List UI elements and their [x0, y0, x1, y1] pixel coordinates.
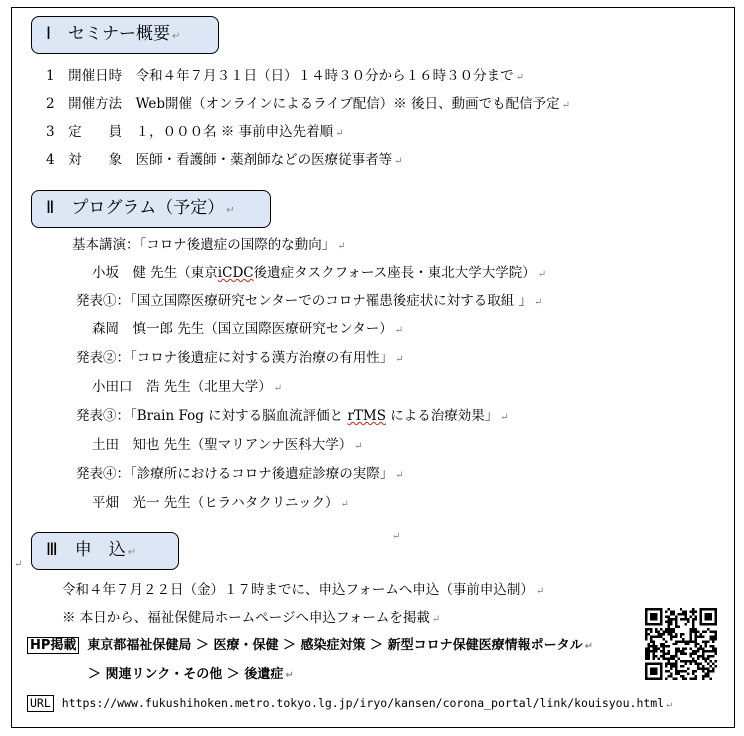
application-deadline: 令和４年７月２２日（金）１７時までに、申込フォームへ申込（事前申込制） ↵: [62, 582, 545, 598]
hp-path-line-1: HP掲載 東京都福祉保健局 ＞ 医療・保健 ＞ 感染症対策 ＞ 新型コロナ保健医療情報ポータル ↵: [27, 637, 593, 656]
application-note: ※ 本日から、福祉保健局ホームページへ申込フォームを掲載 ↵: [62, 610, 441, 626]
presentation-4-title: 発表④：「診療所におけるコロナ後遺症診療の実際」 ↵: [76, 466, 404, 482]
presentation-3-title: 発表③：「Brain Fog に対する脳血流評価と rTMS による治療効果」 ↵: [76, 408, 509, 424]
hp-label-box: HP掲載: [27, 637, 79, 654]
presentation-4-speaker: 平畑 光一 先生（ヒラハタクリニック） ↵: [92, 495, 349, 511]
overview-item-3: 3 定 員 １，０００名 ※ 事前申込先着順 ↵: [46, 124, 344, 140]
overview-item-4: 4 対 象 医師・看護師・薬剤師などの医療従事者等 ↵: [46, 152, 403, 168]
keynote-speaker: 小坂 健 先生（東京iCDC後遺症タスクフォース座長・東北大学大学院） ↵: [92, 265, 547, 281]
section-heading-application: Ⅲ 申 込 ↵: [31, 532, 179, 570]
empty-paragraph-mark: ↵: [392, 531, 401, 542]
section-heading-program: Ⅱ プログラム（予定） ↵: [31, 190, 271, 228]
presentation-3-speaker: 土田 知也 先生（聖マリアンナ医科大学） ↵: [92, 437, 363, 453]
overview-item-1: 1 開催日時 令和４年７月３１日（日）１４時３０分から１６時３０分まで ↵: [46, 68, 524, 84]
hp-path-line-2: ＞ 関連リンク・その他 ＞ 後遺症 ↵: [88, 667, 294, 682]
section-heading-overview: Ⅰ セミナー概要 ↵: [31, 16, 219, 54]
url-line: URL https://www.fukushihoken.metro.tokyo.lg.jp/iryo/kansen/corona_portal/link/kouisyou.html ↵: [27, 694, 672, 714]
empty-paragraph-mark-left: ↵: [14, 559, 23, 570]
presentation-1-speaker: 森岡 慎一郎 先生（国立国際医療研究センター） ↵: [92, 321, 404, 337]
overview-item-2: 2 開催方法 Web開催（オンラインによるライブ配信）※ 後日、動画でも配信予定 ↵: [46, 96, 570, 112]
presentation-1-title: 発表①：「国立国際医療研究センターでのコロナ罹患後症状に対する取組 」 ↵: [76, 293, 543, 309]
presentation-2-title: 発表②：「コロナ後遺症に対する漢方治療の有用性」 ↵: [76, 350, 404, 366]
url-link[interactable]: https://www.fukushihoken.metro.tokyo.lg.jp/iryo/kansen/corona_portal/link/kouisyou.html: [61, 696, 665, 710]
qr-code-icon: [645, 608, 717, 680]
presentation-2-speaker: 小田口 浩 先生（北里大学） ↵: [92, 379, 283, 395]
url-label-box: URL: [27, 695, 54, 712]
keynote-title: 基本講演：「コロナ後遺症の国際的な動向」 ↵: [72, 237, 346, 253]
